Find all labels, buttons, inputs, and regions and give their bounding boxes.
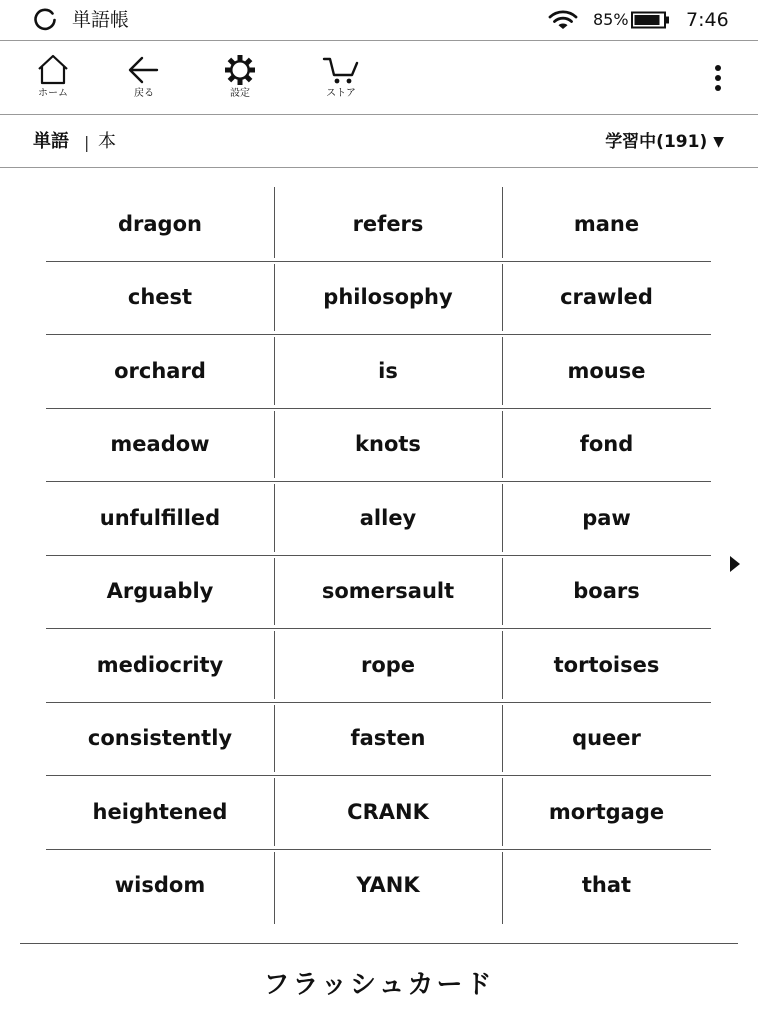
toolbar: [0, 41, 758, 115]
word-cell[interactable]: queer: [502, 702, 711, 776]
word-cell[interactable]: heightened: [92, 799, 228, 824]
word-row: [46, 628, 711, 702]
store-button[interactable]: [309, 54, 373, 106]
word-cell[interactable]: chest: [127, 285, 193, 310]
word-row: [46, 555, 711, 629]
word-cell[interactable]: tortoises: [502, 628, 711, 702]
word-cell[interactable]: rope: [274, 628, 502, 702]
word-cell[interactable]: mortgage: [502, 775, 711, 849]
divider: [20, 943, 738, 944]
settings-button[interactable]: [208, 54, 272, 106]
word-cell[interactable]: mane: [502, 187, 711, 261]
home-label: ホーム: [38, 88, 68, 99]
word-cell[interactable]: fasten: [274, 702, 502, 776]
word-cell[interactable]: fond: [502, 408, 711, 482]
store-label: ストア: [326, 88, 356, 99]
word-cell[interactable]: mouse: [502, 334, 711, 408]
word-cell[interactable]: consistently: [87, 726, 233, 751]
word-cell[interactable]: unfulfilled: [99, 505, 221, 530]
flashcard-button[interactable]: フラッシュカード: [263, 970, 495, 1000]
app-title: 単語帳: [72, 9, 130, 31]
word-row: [46, 775, 711, 849]
word-cell[interactable]: crawled: [502, 261, 711, 335]
word-cell[interactable]: Arguably: [106, 579, 214, 604]
clock: 7:46: [686, 9, 729, 31]
filter-label: 学習中(191): [605, 132, 708, 152]
word-cell[interactable]: philosophy: [274, 261, 502, 335]
next-page-arrow-icon[interactable]: [728, 554, 742, 574]
back-arrow-icon: [127, 54, 161, 86]
sync-icon: [32, 7, 58, 33]
word-row: [46, 187, 711, 261]
learning-filter-dropdown[interactable]: [605, 131, 724, 153]
word-cell[interactable]: dragon: [118, 211, 202, 236]
battery-percentage: 85%: [593, 10, 629, 29]
word-row: [46, 481, 711, 555]
home-button[interactable]: [21, 54, 85, 106]
home-icon: [36, 54, 70, 86]
back-button[interactable]: [112, 54, 176, 106]
more-vertical-icon[interactable]: [706, 63, 730, 93]
word-cell[interactable]: boars: [502, 555, 711, 629]
word-cell[interactable]: orchard: [114, 358, 206, 383]
word-row: [46, 261, 711, 335]
tab-books[interactable]: 本: [98, 131, 116, 152]
back-label: 戻る: [134, 88, 154, 99]
word-cell[interactable]: YANK: [274, 849, 502, 923]
word-cell[interactable]: meadow: [110, 432, 210, 457]
status-bar: [0, 0, 758, 41]
word-cell[interactable]: paw: [502, 481, 711, 555]
tab-separator: |: [84, 133, 90, 152]
battery-icon: [631, 11, 671, 29]
word-row: [46, 334, 711, 408]
word-cell[interactable]: somersault: [274, 555, 502, 629]
dropdown-arrow-icon: ▼: [713, 134, 724, 150]
word-cell[interactable]: that: [502, 849, 711, 923]
word-row: [46, 702, 711, 776]
word-cell[interactable]: wisdom: [114, 873, 206, 898]
settings-label: 設定: [230, 88, 250, 99]
word-row: [46, 408, 711, 482]
word-cell[interactable]: knots: [274, 408, 502, 482]
word-grid: [46, 187, 711, 922]
filter-bar: [0, 115, 758, 168]
word-cell[interactable]: CRANK: [274, 775, 502, 849]
gear-icon: [223, 54, 257, 86]
word-cell[interactable]: mediocrity: [96, 652, 224, 677]
word-row: [46, 849, 711, 923]
word-cell[interactable]: refers: [274, 187, 502, 261]
wifi-icon: [548, 8, 578, 32]
tab-words[interactable]: 単語: [33, 131, 69, 152]
cart-icon: [322, 54, 360, 86]
word-cell[interactable]: is: [274, 334, 502, 408]
word-cell[interactable]: alley: [274, 481, 502, 555]
